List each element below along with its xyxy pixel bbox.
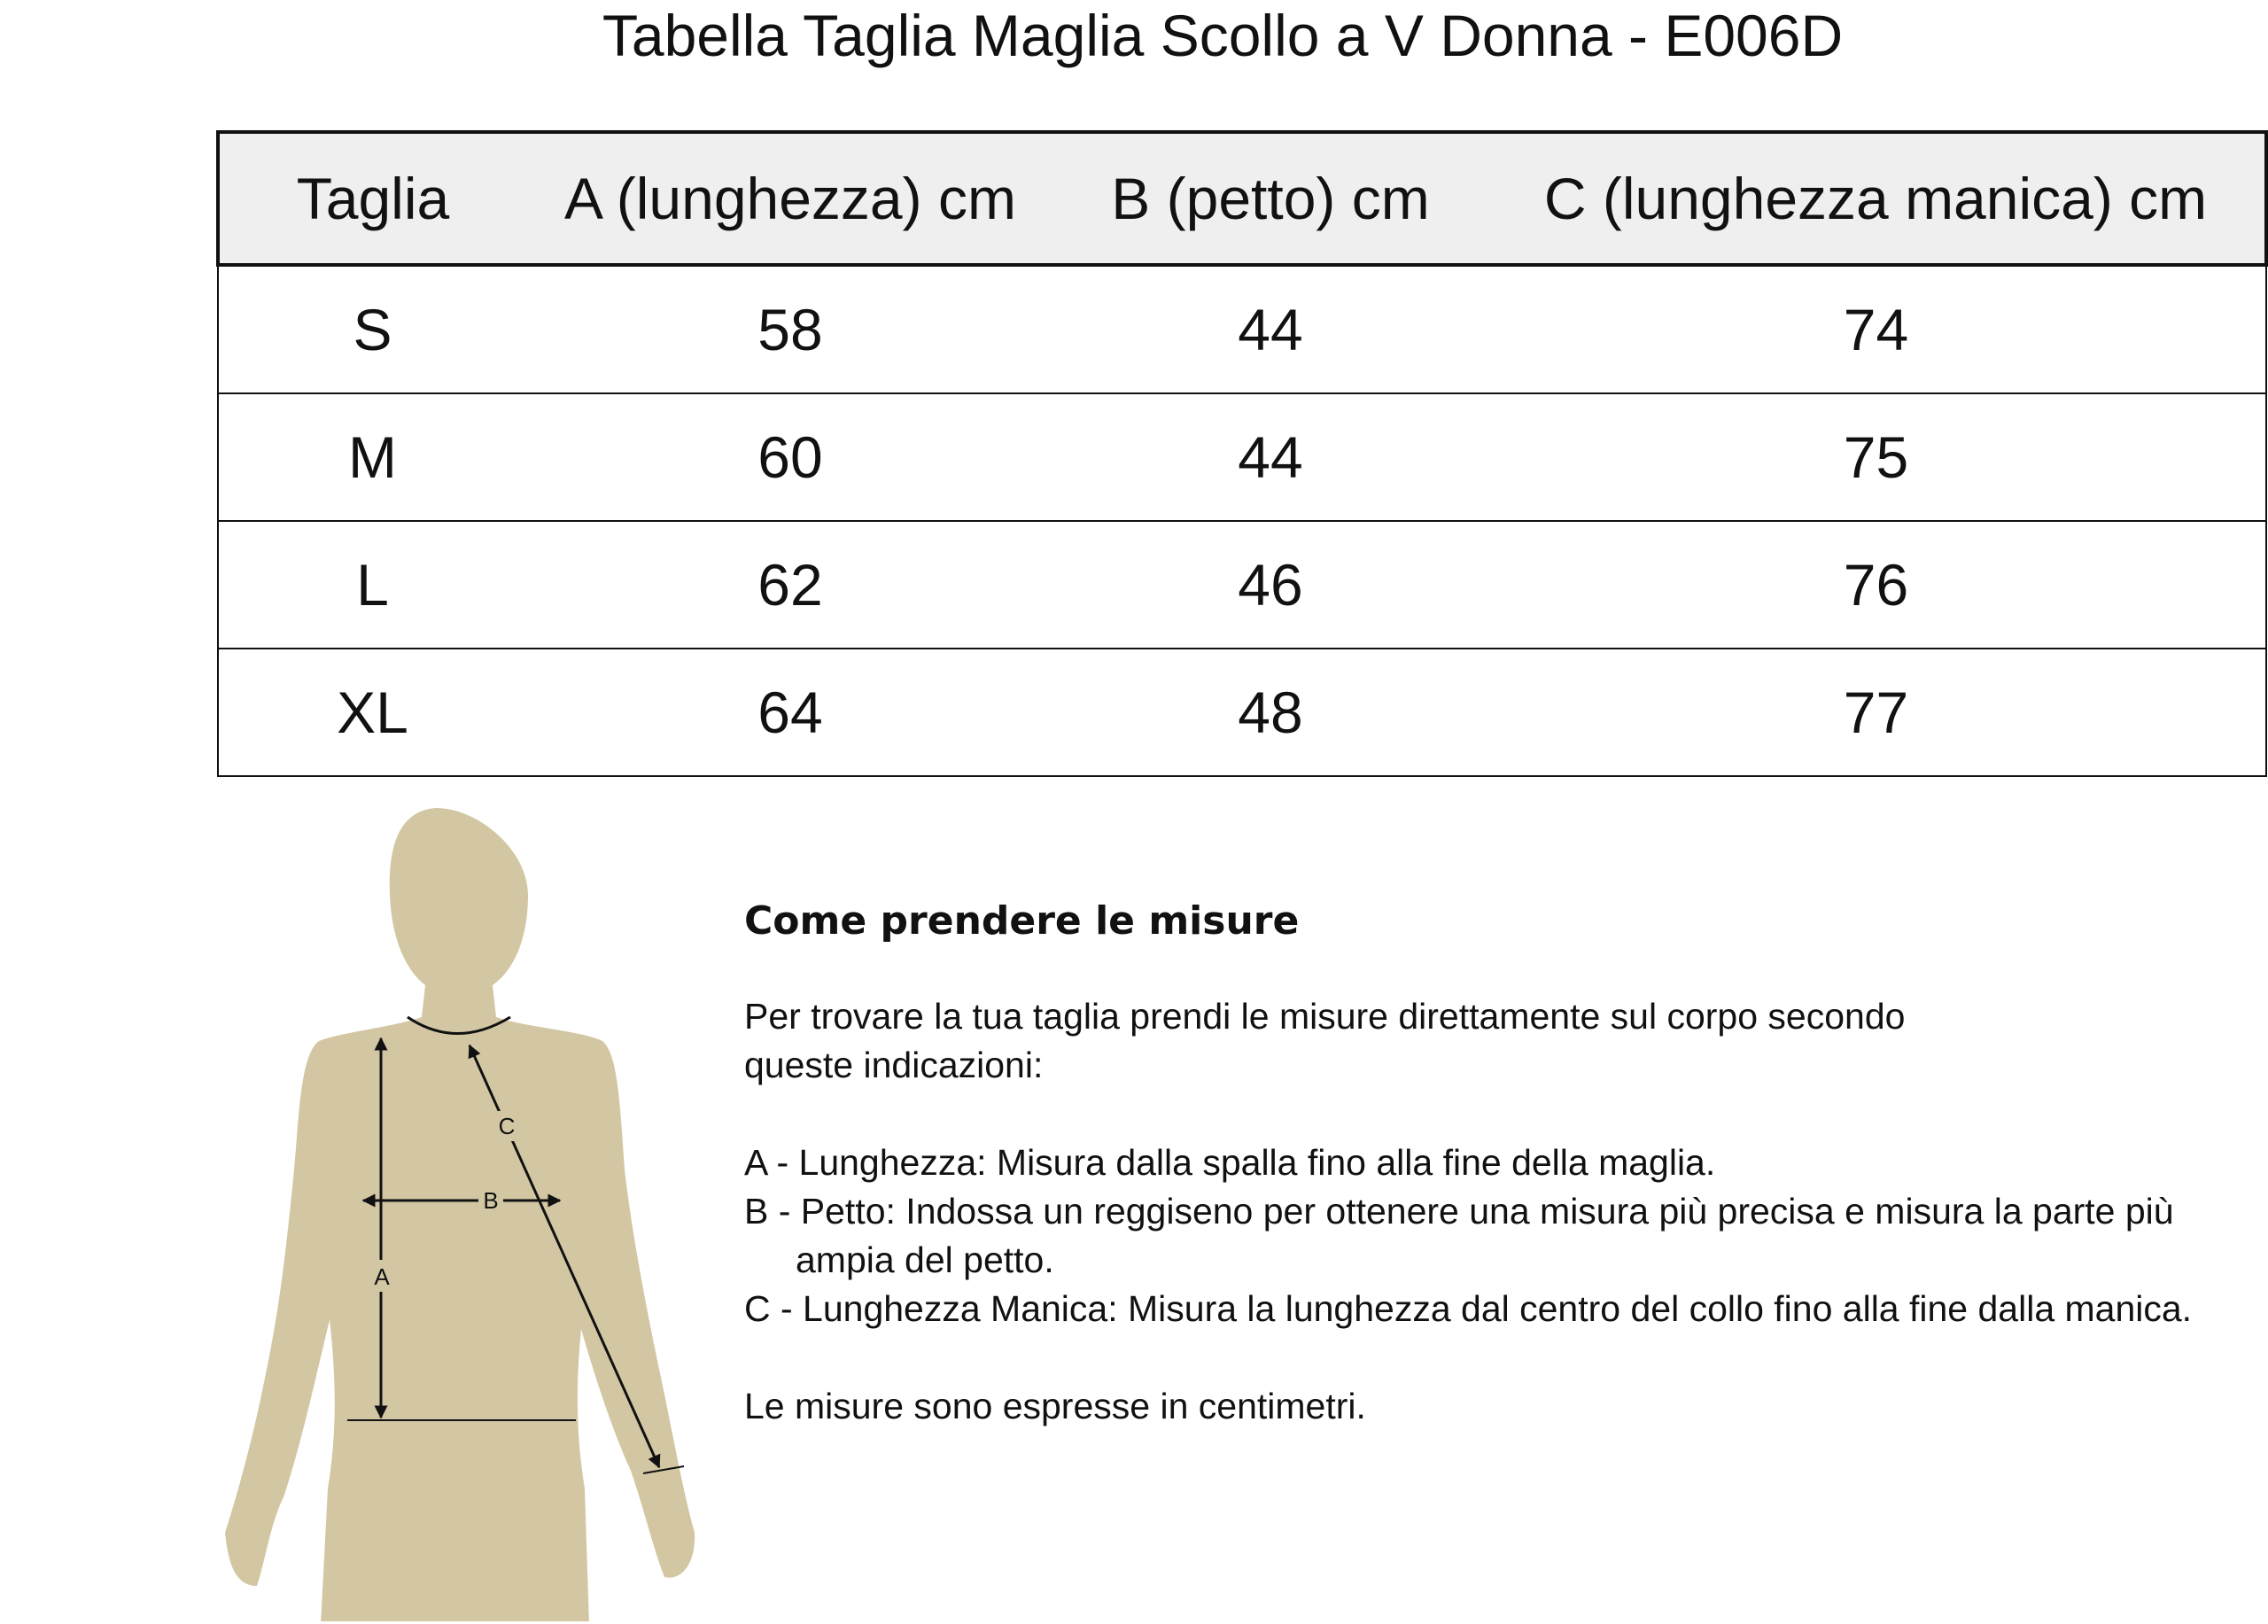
body-measurement-figure <box>213 797 726 1621</box>
cell-lunghezza: 62 <box>526 521 1054 649</box>
header-taglia: Taglia <box>218 132 526 265</box>
label-a: A <box>374 1263 390 1290</box>
instructions-intro: Per trovare la tua taglia prendi le misure direttamente sul corpo secondo queste indicazioni: <box>744 996 1906 1085</box>
list-item: A - Lunghezza: Misura dalla spalla fino alla fine della maglia. <box>744 1142 1716 1183</box>
table-row <box>218 521 2266 649</box>
units-note: Le misure sono espresse in centimetri. <box>744 1386 1366 1426</box>
cell-petto: 44 <box>1054 393 1487 521</box>
cell-size: S <box>218 265 526 393</box>
header-lunghezza: A (lunghezza) cm <box>526 132 1054 265</box>
header-petto: B (petto) cm <box>1054 132 1487 265</box>
label-b: B <box>483 1187 499 1214</box>
table-row <box>218 649 2266 776</box>
body-silhouette <box>225 808 695 1621</box>
cell-size: XL <box>218 649 526 776</box>
size-table <box>216 130 2268 777</box>
cell-lunghezza: 58 <box>526 265 1054 393</box>
cell-petto: 48 <box>1054 649 1487 776</box>
list-item: B - Petto: Indossa un reggiseno per ottenere una misura più precisa e misura la parte più ampia del petto. <box>744 1191 2174 1280</box>
page-title: Tabella Taglia Maglia Scollo a V Donna - E006D <box>602 3 1844 68</box>
table-header-row <box>218 132 2266 265</box>
measurement-instructions <box>744 895 2268 1431</box>
table-row <box>218 393 2266 521</box>
cell-manica: 76 <box>1487 521 2266 649</box>
measurement-list <box>744 1138 2268 1333</box>
cell-lunghezza: 64 <box>526 649 1054 776</box>
cell-manica: 75 <box>1487 393 2266 521</box>
cell-size: L <box>218 521 526 649</box>
label-c: C <box>498 1113 516 1139</box>
cell-manica: 74 <box>1487 265 2266 393</box>
header-manica: C (lunghezza manica) cm <box>1487 132 2266 265</box>
cell-manica: 77 <box>1487 649 2266 776</box>
cell-petto: 46 <box>1054 521 1487 649</box>
cell-petto: 44 <box>1054 265 1487 393</box>
list-item: C - Lunghezza Manica: Misura la lunghezza dal centro del collo fino alla fine dalla manica. <box>744 1288 2193 1329</box>
instructions-heading: Come prendere le misure <box>744 898 1300 944</box>
cell-lunghezza: 60 <box>526 393 1054 521</box>
cell-size: M <box>218 393 526 521</box>
table-row <box>218 265 2266 393</box>
